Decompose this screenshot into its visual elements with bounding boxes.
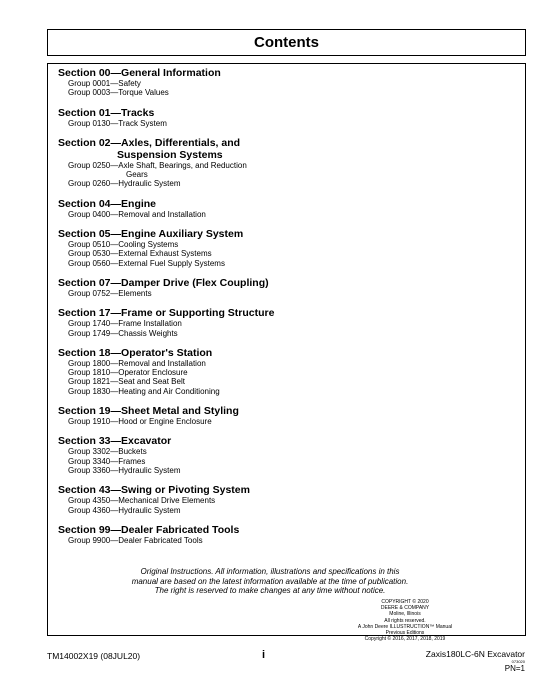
copyright-line: COPYRIGHT © 2020 [381,599,429,605]
section-title[interactable] [58,198,498,210]
group-entry-text: Group 0250—Axle Shaft, Bearings, and Reduction [68,160,247,170]
section-title-text: Section 43—Swing or Pivoting System [58,484,250,497]
group-entry-text: Group 0400—Removal and Installation [68,209,206,219]
group-entry[interactable] [58,506,498,515]
copyright-line: DEERE & COMPANY [380,605,430,612]
toc-section [58,198,498,219]
footer-document-id: TM14002X19 (08JUL20) [47,651,141,661]
group-entry[interactable] [58,496,498,505]
section-title[interactable] [58,307,498,319]
copyright-block [330,599,480,642]
group-entry[interactable] [58,179,498,188]
toc-section [58,228,498,268]
group-entry[interactable] [58,240,498,249]
group-entry-text: Group 0003—Torque Values [68,88,169,98]
section-title[interactable] [58,107,498,119]
section-title-text: Section 33—Excavator [58,435,172,448]
notice-line: manual are based on the latest information available at the time of publication. [131,576,409,586]
group-entry-text: Group 1740—Frame Installation [68,319,182,329]
group-entry[interactable] [58,447,498,456]
copyright-line: Copyright © 2016, 2017, 2018, 2019 [364,636,446,643]
group-entry-text: Group 3360—Hydraulic System [68,465,181,475]
toc-section [58,524,498,545]
group-entry[interactable] [58,377,498,386]
toc-section [58,405,498,426]
group-entry[interactable] [58,368,498,377]
group-entry[interactable] [58,319,498,328]
group-entry-text: Group 0752—Elements [68,288,152,298]
group-entry-text: Group 1800—Removal and Installation [68,358,206,368]
notice-text [60,567,480,596]
section-title-text: Section 01—Tracks [58,106,155,119]
group-entry[interactable] [58,329,498,338]
group-entry-text: Group 0130—Track System [68,118,167,128]
group-entry-text: Group 1910—Hood or Engine Enclosure [68,417,212,427]
toc-section [58,435,498,475]
group-entry[interactable] [58,359,498,368]
group-entry-text: Group 4360—Hydraulic System [68,505,181,515]
group-entry-text: Group 0510—Cooling Systems [68,240,179,250]
footer-right [426,649,525,673]
section-title[interactable] [58,347,498,359]
section-title-text: Section 05—Engine Auxiliary System [58,228,244,241]
copyright-line: Previous Editions [385,630,425,637]
section-title-text: Section 18—Operator's Station [58,346,213,359]
section-title-text: Section 00—General Information [58,67,221,79]
group-entry-text: Group 0560—External Fuel Supply Systems [68,258,225,268]
notice-line: Original Instructions. All information, illustrations and specifications in this [140,567,400,576]
copyright-line: A John Deere ILLUSTRUCTION™ Manual [357,623,453,630]
group-entry[interactable] [58,119,498,128]
section-title[interactable] [58,524,498,536]
group-entry-text: Group 3340—Frames [68,456,146,466]
section-title[interactable] [58,277,498,289]
group-entry-text: Group 1830—Heating and Air Conditioning [68,386,220,396]
section-title[interactable] [58,435,498,447]
group-entry-text: Group 0001—Safety [68,79,141,88]
group-entry-text: Group 0260—Hydraulic System [68,179,181,189]
section-title-text: Section 07—Damper Drive (Flex Coupling) [58,276,269,289]
toc-section [58,67,498,98]
group-entry-text: Group 1810—Operator Enclosure [68,368,188,378]
toc-section [58,307,498,338]
group-entry[interactable] [58,466,498,475]
footer-model: Zaxis180LC-6N Excavator [425,649,525,659]
table-of-contents [58,67,498,554]
toc-section [58,347,498,396]
section-title-text: Section 99—Dealer Fabricated Tools [58,523,240,536]
section-title-text: Section 02—Axles, Differentials, and [58,136,241,149]
section-title[interactable] [58,405,498,417]
title-box [47,29,526,56]
group-entry-text: Group 1821—Seat and Seat Belt [68,377,185,387]
section-title-continuation: Suspension Systems [117,148,223,161]
group-entry[interactable] [58,161,498,180]
footer-pn: PN=1 [504,664,525,673]
section-title[interactable] [58,484,498,496]
group-entry-text: Group 9900—Dealer Fabricated Tools [68,535,203,545]
group-entry-text: Group 0530—External Exhaust Systems [68,249,212,259]
group-entry-text: Group 4350—Mechanical Drive Elements [68,496,216,506]
notice-line: The right is reserved to make changes at any time without notice. [154,586,386,595]
copyright-line: Moline, Illinois [389,611,421,618]
section-title-text: Section 17—Frame or Supporting Structure [58,307,275,320]
footer-code: 073020 [511,659,525,664]
group-entry[interactable] [58,457,498,466]
section-title-text: Section 19—Sheet Metal and Styling [58,405,239,418]
toc-section [58,277,498,298]
section-title-text: Section 04—Engine [58,197,157,210]
group-entry-continuation: Gears [126,170,148,180]
group-entry[interactable] [58,210,498,219]
toc-section [58,137,498,189]
section-title[interactable] [58,228,498,240]
group-entry[interactable] [58,259,498,268]
group-entry-text: Group 1749—Chassis Weights [68,328,178,338]
toc-section [58,484,498,515]
section-title[interactable] [58,67,498,79]
group-entry[interactable] [58,536,498,545]
footer-page-number: i [262,649,266,661]
page-title: Contents [254,34,319,51]
group-entry[interactable] [58,249,498,258]
toc-section [58,107,498,128]
group-entry[interactable] [58,387,498,396]
group-entry-text: Group 3302—Buckets [68,447,147,457]
group-entry[interactable] [58,417,498,426]
section-title[interactable] [58,137,498,161]
group-entry[interactable] [58,79,498,88]
copyright-line: All rights reserved. [384,617,426,624]
group-entry[interactable] [58,289,498,298]
group-entry[interactable] [58,88,498,97]
